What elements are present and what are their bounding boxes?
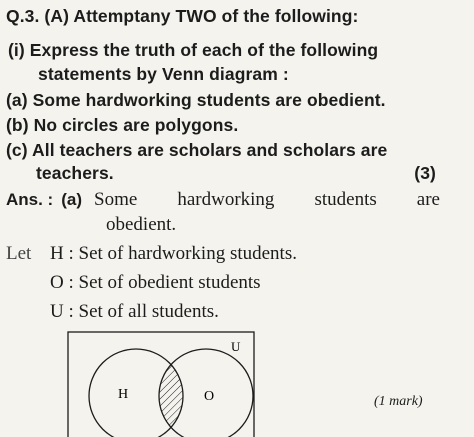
circle-o-label: O [204,389,215,404]
part-i-line1: (i) Express the truth of each of the following [8,40,379,60]
definition-u: U : Set of all students. [50,301,219,322]
answer-text-line1: Some hardworking students are [94,189,440,210]
circle-h-label: H [118,387,129,402]
part-i-line2: statements by Venn diagram : [38,64,289,84]
answer-part: (a) [61,190,83,209]
question-heading: Q.3. (A) Attemptany TWO of the following: [6,6,359,26]
definition-h: H : Set of hardworking students. [50,243,297,264]
definition-o: O : Set of obedient students [50,272,261,293]
answer-label: Ans. : [6,190,54,209]
statement-c-continuation-row [36,163,436,184]
statement-c-continuation: teachers. [36,163,114,183]
statement-a: (a) Some hardworking students are obedient. [6,90,386,110]
statement-b: (b) No circles are polygons. [6,115,239,135]
venn-diagram [66,330,256,437]
let-word: Let [6,243,32,264]
answer-row [6,189,440,211]
universal-label: U [231,339,241,354]
question-marks: (3) [414,163,436,183]
statement-c: (c) All teachers are scholars and scholars are [6,140,388,160]
mark-note: (1 mark) [374,394,423,409]
answer-text-line2: obedient. [106,214,177,235]
